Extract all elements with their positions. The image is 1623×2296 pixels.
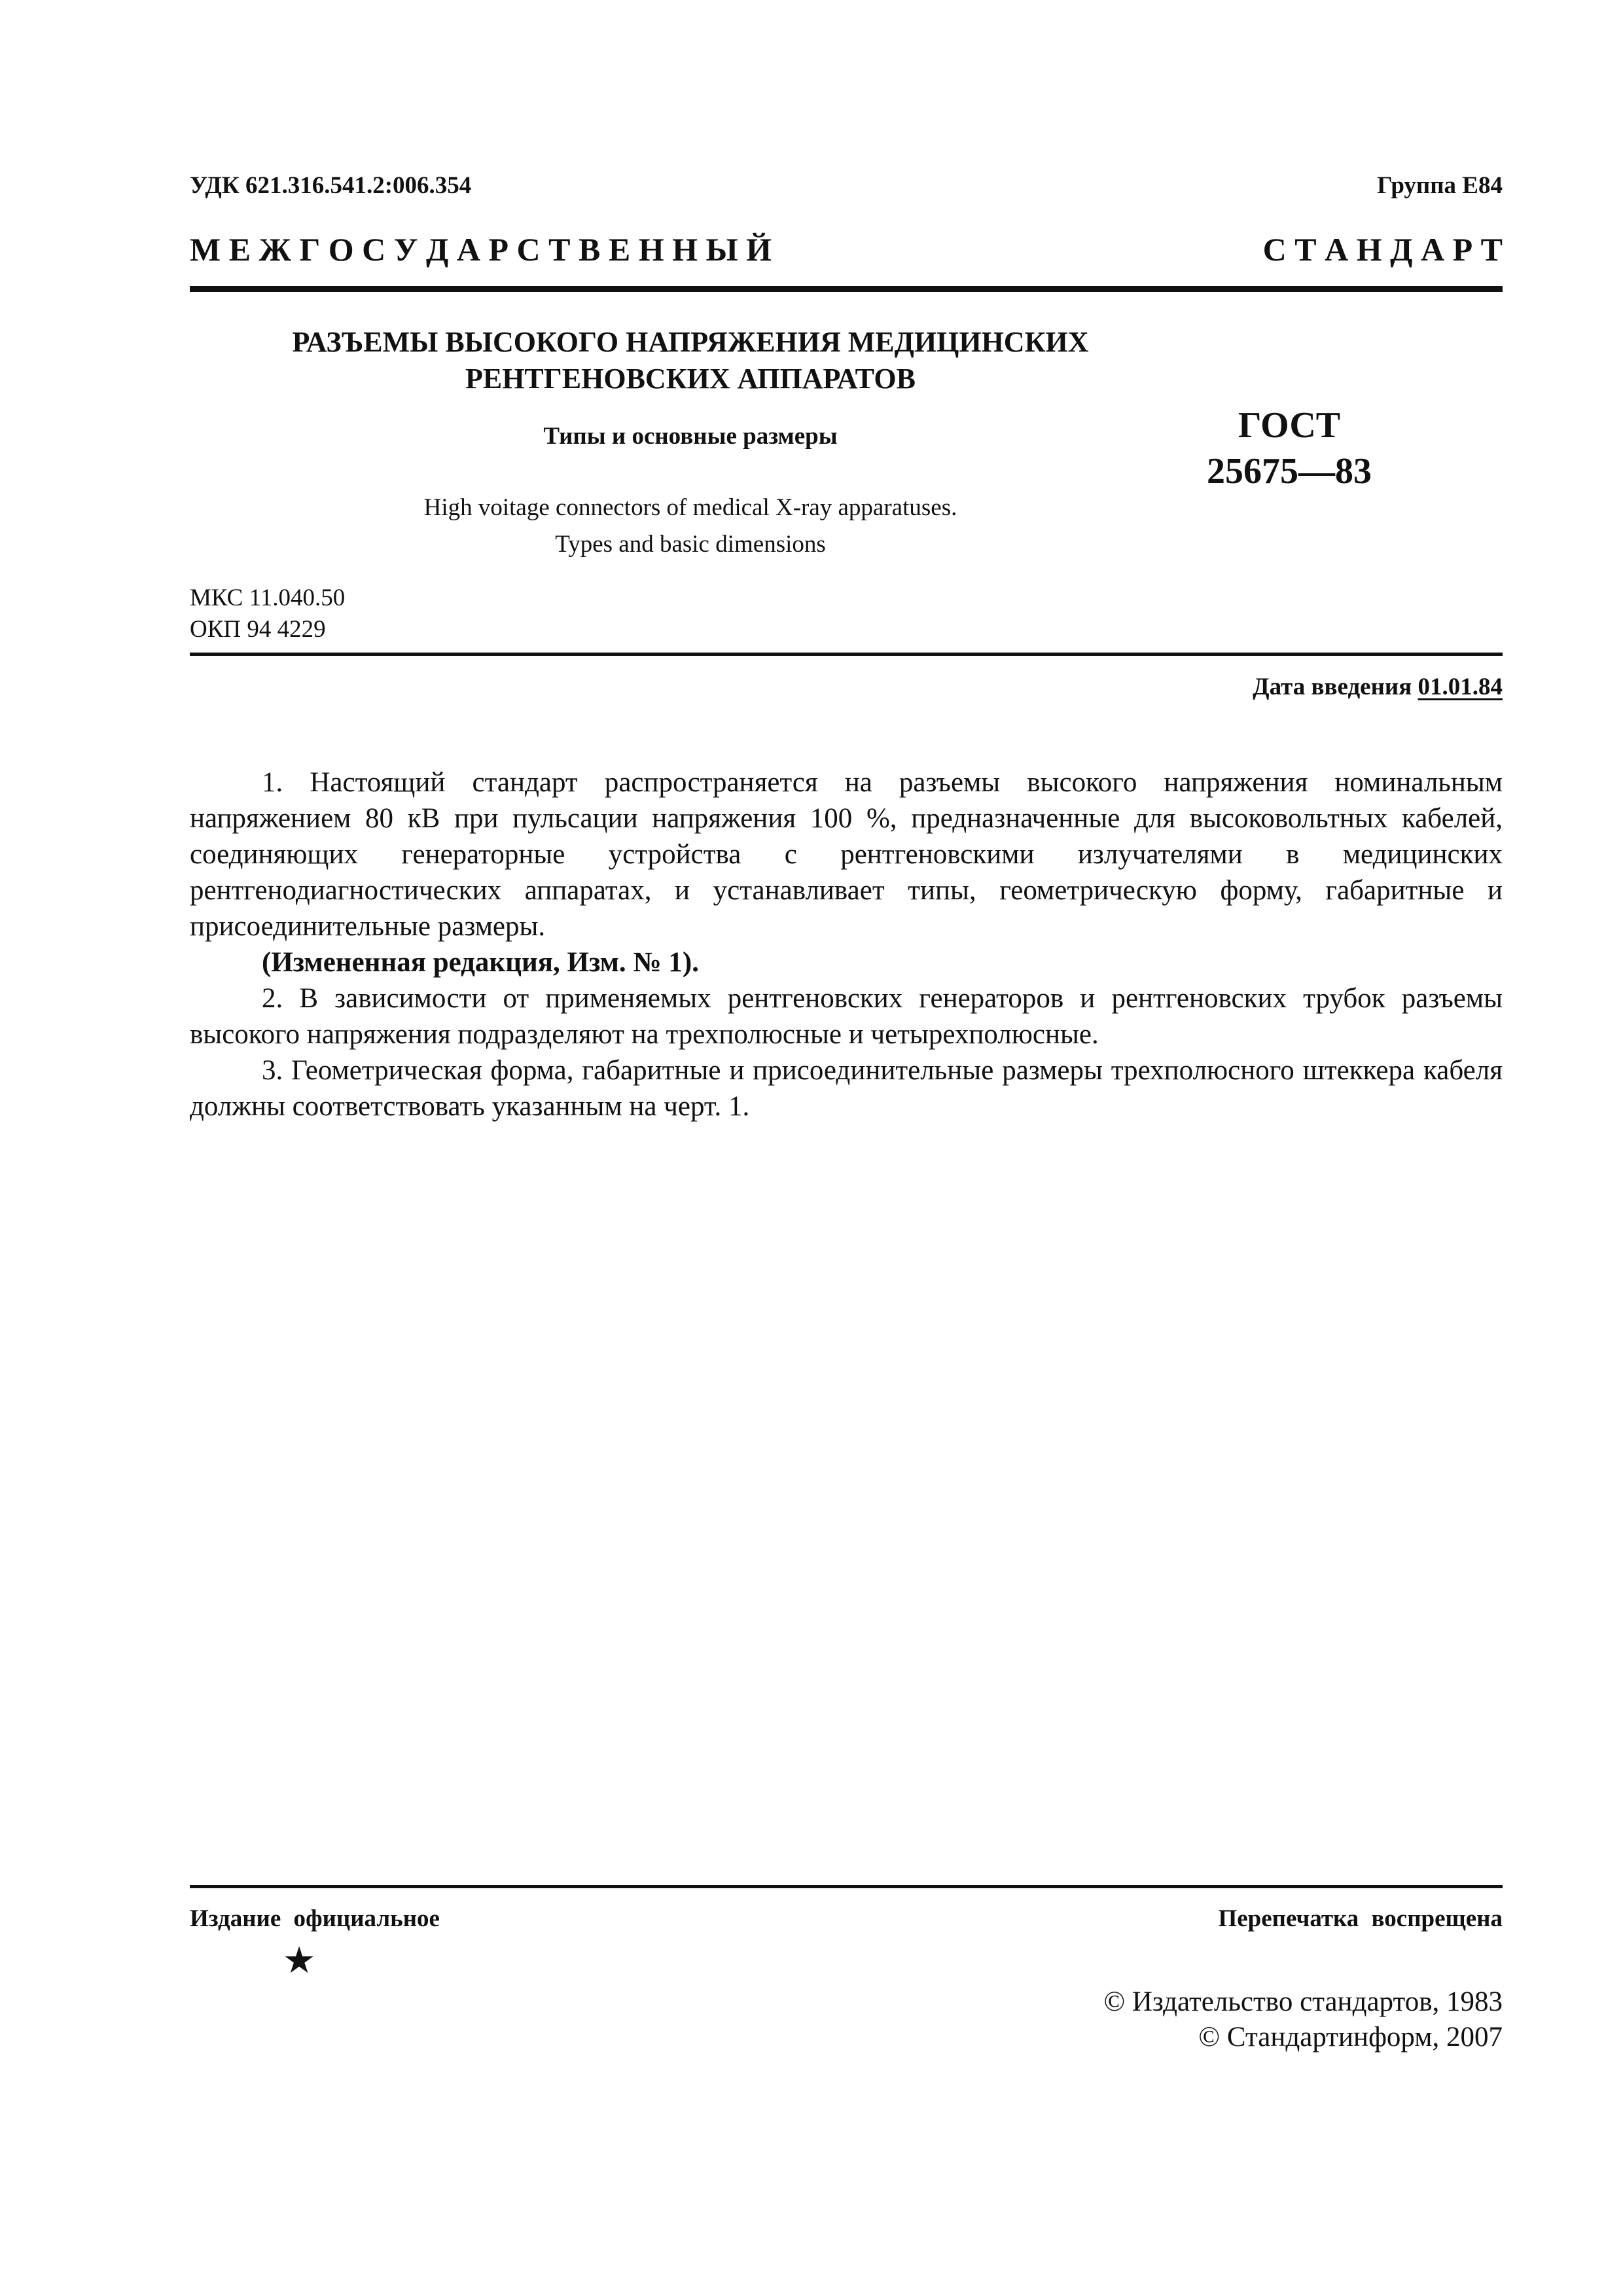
top-rule bbox=[190, 286, 1503, 292]
english-title-line-1: High voitage connectors of medical X-ray apparatuses. bbox=[423, 494, 957, 521]
title-line-1: РАЗЪЕМЫ ВЫСОКОГО НАПРЯЖЕНИЯ МЕДИЦИНСКИХ bbox=[292, 326, 1089, 358]
okp-code: ОКП 94 4229 bbox=[190, 616, 326, 643]
introduction-date bbox=[1253, 673, 1503, 701]
mks-code: МКС 11.040.50 bbox=[190, 584, 346, 611]
banner-word-interstate: М Е Ж Г О С У Д А Р С Т В Е Н Н Ы Й bbox=[190, 231, 772, 268]
paragraph-1: 1. Настоящий стандарт распространяется на разъемы высокого напряжения номинальным напряжением 80 кВ при пульсации напряжения 100 %, предназначенные для высоковольтных кабелей, соединяющих генераторные устройства с рентгеновскими излучателями в медицинских рентгенодиагностических аппаратах, и устанавливает типы, геометрическую форму, габаритные и присоединительные размеры. bbox=[190, 767, 1503, 942]
reprint-prohibited-label: Перепечатка воспрещена bbox=[1218, 1905, 1503, 1932]
english-title bbox=[190, 490, 1191, 563]
copyright-line-2: © Стандартинформ, 2007 bbox=[1198, 2022, 1503, 2053]
banner-word-standard: С Т А Н Д А Р Т bbox=[1262, 231, 1503, 268]
date-value: 01.01.84 bbox=[1418, 673, 1503, 700]
udk-code: УДК 621.316.541.2:006.354 bbox=[190, 172, 472, 199]
copyright-line-1: © Издательство стандартов, 1983 bbox=[1103, 1986, 1503, 2017]
english-title-line-2: Types and basic dimensions bbox=[555, 531, 826, 558]
gost-label: ГОСТ bbox=[1238, 405, 1341, 446]
date-label: Дата введения bbox=[1253, 673, 1412, 700]
star-icon: ★ bbox=[283, 1939, 316, 1982]
standard-banner bbox=[190, 230, 1503, 268]
document-title bbox=[190, 324, 1191, 397]
paragraph-2: 2. В зависимости от применяемых рентгеновских генераторов и рентгеновских трубок разъемы высокого напряжения подразделяют на трехполюсные и четырехполюсные. bbox=[190, 983, 1503, 1050]
document-subtitle: Типы и основные размеры bbox=[543, 423, 838, 450]
bottom-rule bbox=[190, 1885, 1503, 1888]
body-text bbox=[190, 764, 1503, 1124]
middle-rule bbox=[190, 653, 1503, 656]
amendment-note: (Измененная редакция, Изм. № 1). bbox=[262, 947, 699, 978]
title-line-2: РЕНТГЕНОВСКИХ АППАРАТОВ bbox=[465, 363, 916, 395]
copyright-block bbox=[1103, 1984, 1503, 2055]
paragraph-3: 3. Геометрическая форма, габаритные и присоединительные размеры трехполюсного штеккера кабеля должны соответствовать указанным на черт. 1. bbox=[190, 1055, 1503, 1122]
gost-number: 25675—83 bbox=[1207, 451, 1372, 492]
group-code: Группа Е84 bbox=[1377, 172, 1503, 199]
classification-codes bbox=[190, 583, 345, 645]
gost-designation bbox=[1152, 403, 1427, 494]
official-edition-label: Издание официальное bbox=[190, 1905, 440, 1932]
